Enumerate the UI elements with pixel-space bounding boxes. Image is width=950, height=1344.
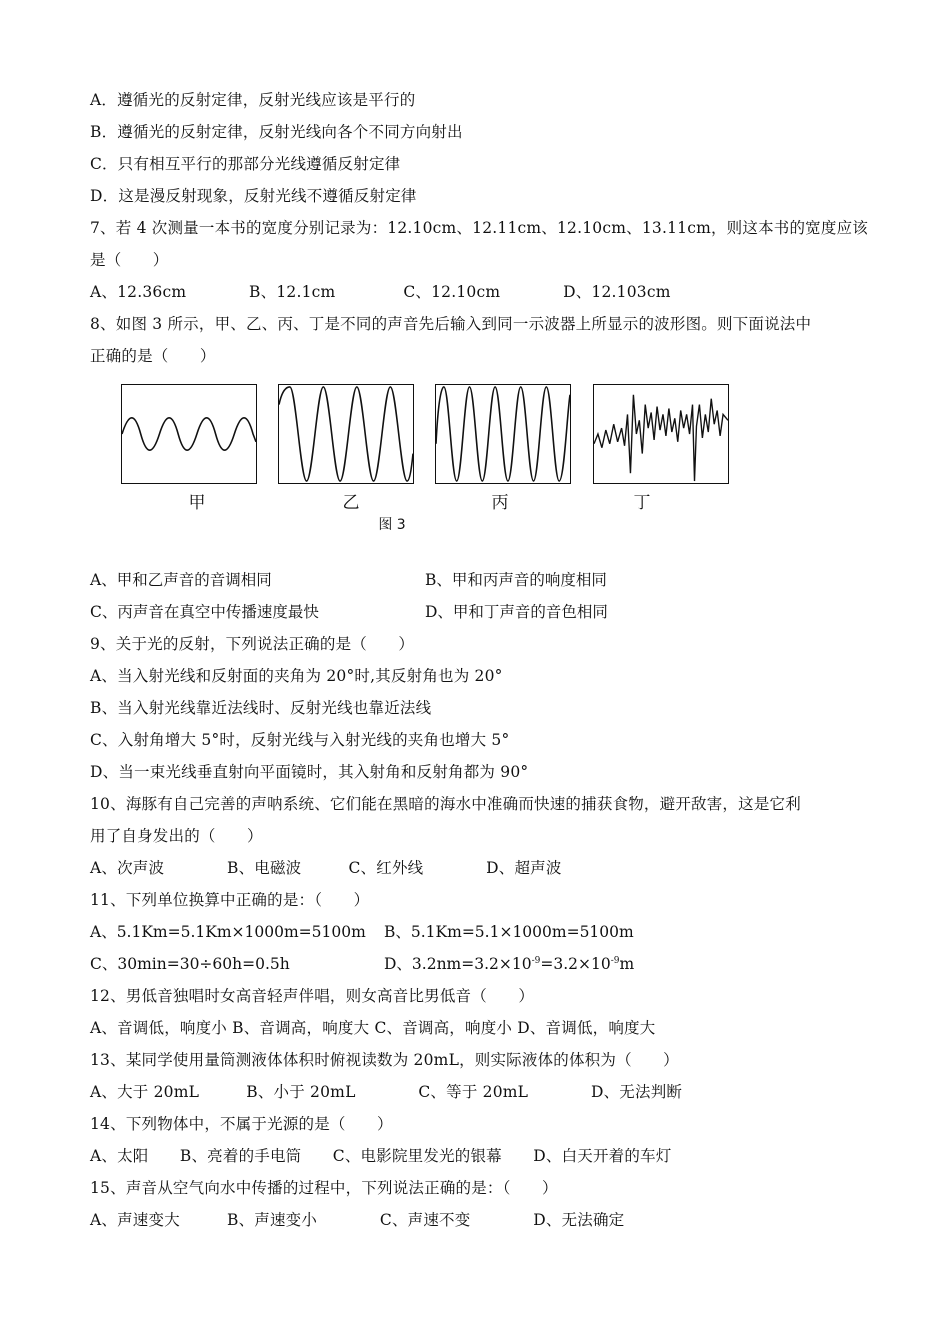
q11-option-d-post: m (619, 955, 635, 973)
q11-option-a: A、5.1Km=5.1Km×1000m=5100m (90, 923, 366, 941)
q15-stem: 15、声音从空气向水中传播的过程中，下列说法正确的是：（ ） (90, 1179, 558, 1197)
q9-option-c: C、入射角增大 5°时，反射光线与入射光线的夹角也增大 5° (90, 731, 510, 749)
figure-label-bing: 丙 (491, 493, 509, 513)
q13-stem: 13、某同学使用量筒测液体体积时俯视读数为 20mL，则实际液体的体积为（ ） (90, 1051, 679, 1069)
q11-stem: 11、下列单位换算中正确的是：（ ） (90, 891, 370, 909)
figure-caption: 图 3 (378, 517, 406, 533)
q11-option-b: B、5.1Km=5.1×1000m=5100m (384, 923, 634, 941)
q8-option-d: D、甲和丁声音的音色相同 (425, 603, 608, 621)
q14-stem: 14、下列物体中，不属于光源的是（ ） (90, 1115, 393, 1133)
q10-options: A、次声波 B、电磁波 C、红外线 D、超声波 (90, 859, 562, 877)
q6-option-c: C．只有相互平行的那部分光线遵循反射定律 (90, 155, 401, 173)
q11-option-d-pre: D、3.2nm=3.2×10 (384, 955, 532, 973)
q7-stem-line1: 7、若 4 次测量一本书的宽度分别记录为：12.10cm、12.11cm、12.10cm、13.11cm，则这本书的宽度应该 (90, 219, 868, 237)
waveform-bing (435, 384, 571, 484)
q9-option-b: B、当入射光线靠近法线时、反射光线也靠近法线 (90, 699, 432, 717)
q11-option-d-mid: =3.2×10 (540, 955, 611, 973)
q8-option-b: B、甲和丙声音的响度相同 (425, 571, 607, 589)
q9-option-d: D、当一束光线垂直射向平面镜时，其入射角和反射角都为 90° (90, 763, 529, 781)
q10-stem-line2: 用了自身发出的（ ） (90, 827, 263, 845)
figure-label-yi: 乙 (342, 493, 360, 513)
q8-option-a: A、甲和乙声音的音调相同 (90, 571, 272, 589)
q9-option-a: A、当入射光线和反射面的夹角为 20°时,其反射角也为 20° (90, 667, 503, 685)
q10-stem-line1: 10、海豚有自己完善的声呐系统、它们能在黑暗的海水中准确而快速的捕获食物，避开敌害，这是它利 (90, 795, 801, 813)
q11-option-d-exp2: -9 (610, 956, 620, 966)
q7-options: A、12.36cm B、12.1cm C、12.10cm D、12.103cm (90, 283, 671, 301)
figure-label-jia: 甲 (188, 493, 206, 513)
q12-stem: 12、男低音独唱时女高音轻声伴唱，则女高音比男低音（ ） (90, 987, 535, 1005)
q9-stem: 9、关于光的反射，下列说法正确的是（ ） (90, 635, 415, 653)
q7-stem-line2: 是（ ） (90, 251, 169, 269)
q8-option-c: C、丙声音在真空中传播速度最快 (90, 603, 319, 621)
q14-options: A、太阳 B、亮着的手电筒 C、电影院里发光的银幕 D、白天开着的车灯 (90, 1147, 672, 1165)
q8-stem-line2: 正确的是（ ） (90, 347, 216, 365)
q13-options: A、大于 20mL B、小于 20mL C、等于 20mL D、无法判断 (90, 1083, 683, 1101)
q11-option-c: C、30min=30÷60h=0.5h (90, 955, 290, 973)
q15-options: A、声速变大 B、声速变小 C、声速不变 D、无法确定 (90, 1211, 625, 1229)
q6-option-d: D．这是漫反射现象，反射光线不遵循反射定律 (90, 187, 417, 205)
waveform-yi (278, 384, 414, 484)
q12-options: A、音调低，响度小 B、音调高，响度大 C、音调高，响度小 D、音调低，响度大 (90, 1019, 656, 1037)
q11-option-d-exp1: -9 (531, 956, 541, 966)
q11-option-d (384, 954, 634, 974)
q6-option-a: A．遵循光的反射定律，反射光线应该是平行的 (90, 91, 416, 109)
waveform-ding (593, 384, 729, 484)
q6-option-b: B．遵循光的反射定律，反射光线向各个不同方向射出 (90, 123, 463, 141)
q8-stem-line1: 8、如图 3 所示，甲、乙、丙、丁是不同的声音先后输入到同一示波器上所显示的波形图。则下面说法中 (90, 315, 812, 333)
waveform-jia (121, 384, 257, 484)
figure-label-ding: 丁 (633, 493, 651, 513)
